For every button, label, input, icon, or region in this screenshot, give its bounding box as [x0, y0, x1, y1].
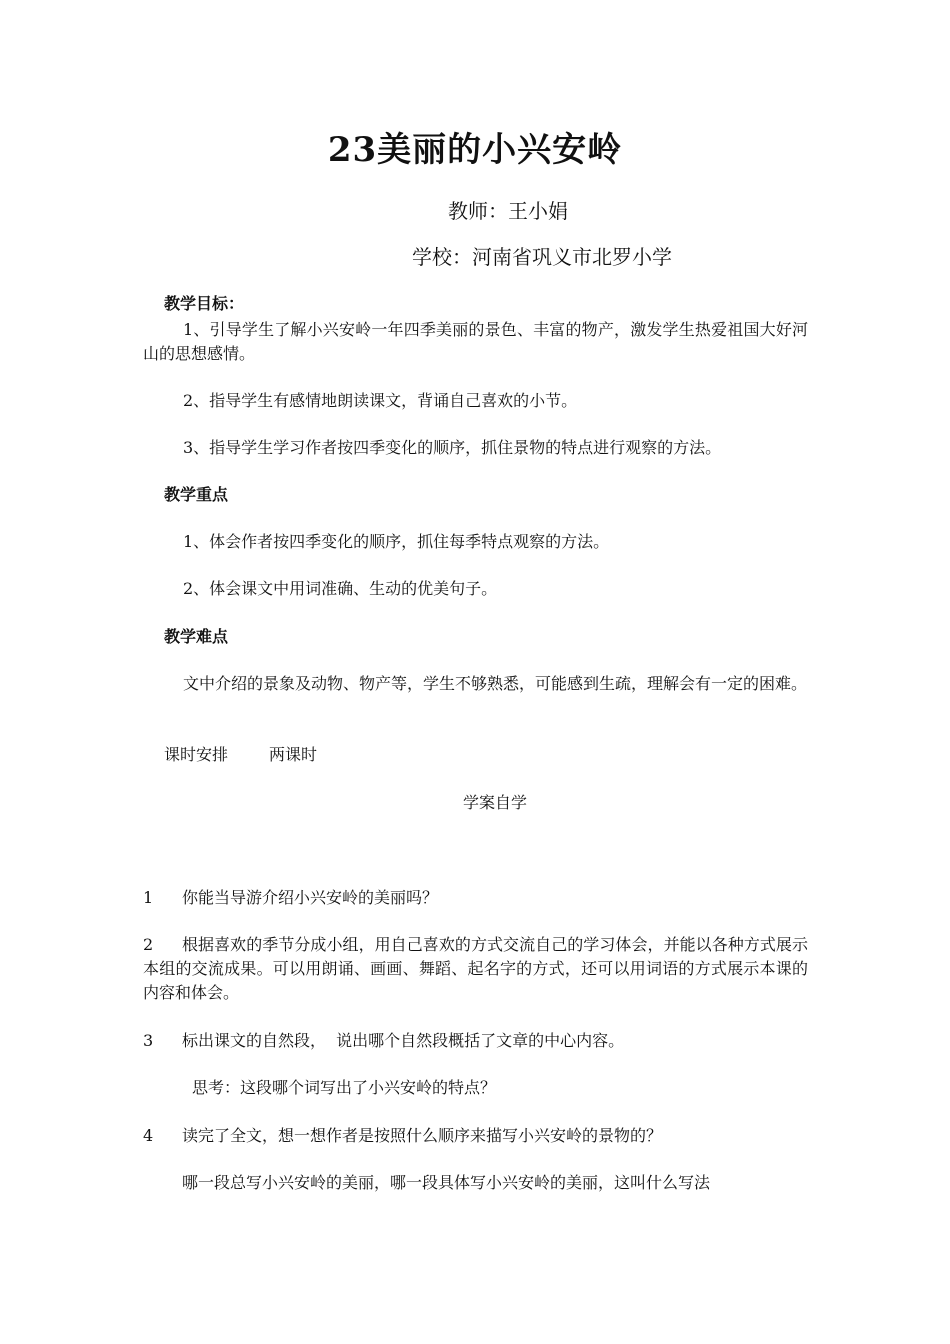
self-study-item-2: 根据喜欢的季节分成小组，用自己喜欢的方式交流自己的学习体会，并能以各种方式展示本组的交流成果。可以用朗诵、画画、舞蹈、起名字的方式，还可以用词语的方式展示本课的内容和体会。	[143, 935, 808, 1002]
self-study-item-2-number: 2	[143, 935, 154, 954]
key-point-item-2: 2、体会课文中用词准确、生动的优美句子。	[183, 579, 498, 598]
objectives-heading: 教学目标：	[164, 294, 245, 313]
self-study-item-4-number: 4	[143, 1126, 154, 1145]
teacher-line: 教师：王小娟	[448, 199, 568, 223]
objective-item-1: 1、引导学生了解小兴安岭一年四季美丽的景色、丰富的物产，激发学生热爱祖国大好河山的思想感情。	[143, 320, 808, 363]
objective-item-2: 2、指导学生有感情地朗读课文，背诵自己喜欢的小节。	[183, 391, 578, 410]
document-title: 23美丽的小兴安岭	[327, 130, 623, 170]
difficulties-text: 文中介绍的景象及动物、物产等，学生不够熟悉，可能感到生疏，理解会有一定的困难。	[183, 674, 808, 693]
self-study-item-1: 你能当导游介绍小兴安岭的美丽吗？	[182, 888, 439, 907]
schedule-value: 两课时	[269, 745, 318, 764]
schedule-label: 课时安排	[164, 745, 229, 764]
self-study-think-question: 思考：这段哪个词写出了小兴安岭的特点？	[192, 1078, 497, 1097]
self-study-item-1-number: 1	[143, 888, 154, 907]
key-point-item-1: 1、体会作者按四季变化的顺序，抓住每季特点观察的方法。	[183, 532, 610, 551]
self-study-heading: 学案自学	[462, 793, 527, 812]
objective-item-3: 3、指导学生学习作者按四季变化的顺序，抓住景物的特点进行观察的方法。	[183, 438, 722, 457]
self-study-item-4-followup: 哪一段总写小兴安岭的美丽，哪一段具体写小兴安岭的美丽，这叫什么写法	[182, 1173, 711, 1192]
school-line: 学校：河南省巩义市北罗小学	[412, 245, 672, 269]
key-points-heading: 教学重点	[164, 485, 229, 504]
self-study-item-4: 读完了全文，想一想作者是按照什么顺序来描写小兴安岭的景物的？	[182, 1126, 663, 1145]
self-study-item-3: 标出课文的自然段， 说出哪个自然段概括了文章的中心内容。	[182, 1031, 625, 1050]
difficulties-heading: 教学难点	[164, 627, 229, 646]
self-study-item-3-number: 3	[143, 1031, 154, 1050]
